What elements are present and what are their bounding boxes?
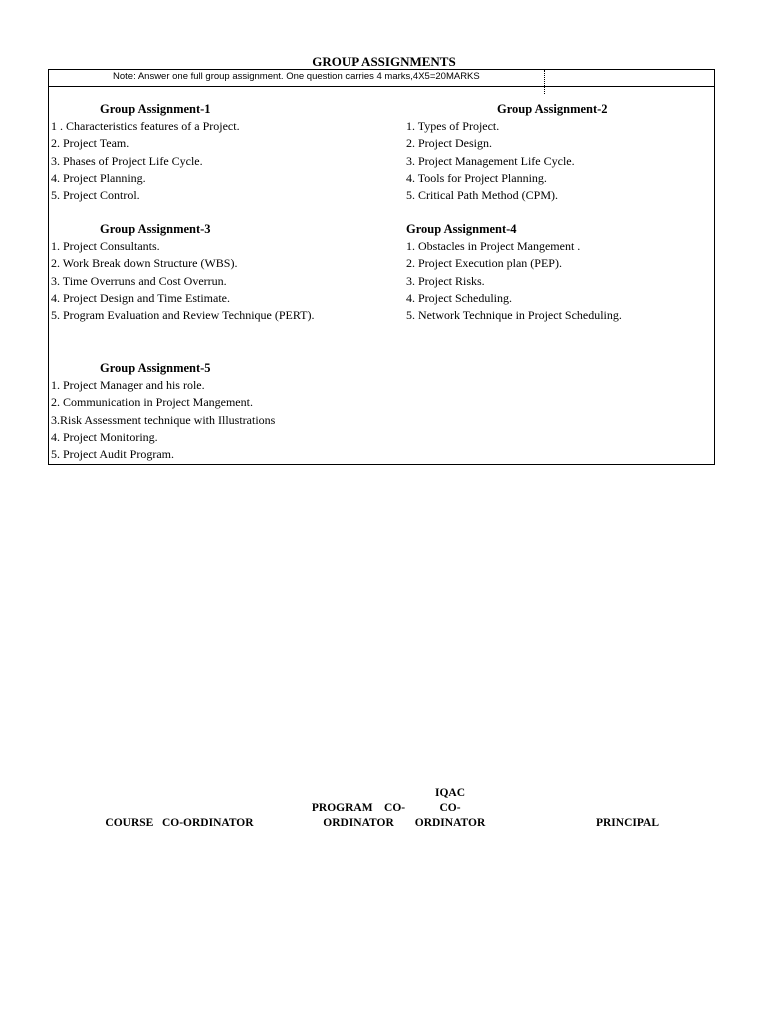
list-item: 5. Critical Path Method (CPM). — [406, 188, 558, 203]
list-item: 4. Project Scheduling. — [406, 290, 512, 305]
signature-line: ORDINATOR — [323, 817, 394, 829]
list-item: 4. Project Monitoring. — [51, 429, 158, 444]
page-title: GROUP ASSIGNMENTS — [312, 54, 456, 69]
list-item: 3. Time Overruns and Cost Overrun. — [51, 273, 227, 288]
group-assignment-4 — [406, 221, 622, 324]
note-row — [49, 70, 714, 87]
group-heading: Group Assignment-3 — [100, 222, 211, 236]
list-item: 4. Tools for Project Planning. — [406, 170, 547, 185]
group-assignment-5 — [51, 360, 275, 463]
program-coordinator-signature — [296, 801, 421, 831]
group-heading: Group Assignment-2 — [497, 102, 608, 116]
list-item: 2. Work Break down Structure (WBS). — [51, 256, 238, 271]
list-item: 3. Project Risks. — [406, 273, 485, 288]
list-item: 5. Program Evaluation and Review Technique (PERT). — [51, 308, 315, 323]
list-item: 2. Project Design. — [406, 136, 492, 151]
group-assignment-1 — [51, 101, 240, 204]
list-item: 1. Obstacles in Project Mangement . — [406, 239, 581, 254]
list-item: 1 . Characteristics features of a Project. — [51, 119, 240, 134]
assignment-table — [48, 69, 715, 465]
list-item: 2. Communication in Project Mangement. — [51, 395, 253, 410]
signature-line: ORDINATOR — [414, 817, 486, 829]
list-item: 4. Project Design and Time Estimate. — [51, 290, 230, 305]
note-text: Note: Answer one full group assignment. One question carries 4 marks,4X5=20MARKS — [113, 71, 480, 82]
list-item: 5. Project Control. — [51, 188, 140, 203]
signature-line: PROGRAM CO- — [311, 802, 406, 814]
iqac-coordinator-signature — [405, 786, 495, 831]
list-item: 5. Network Technique in Project Scheduling. — [406, 308, 622, 323]
list-item: 3.Risk Assessment technique with Illustrations — [51, 412, 276, 427]
list-item: 3. Phases of Project Life Cycle. — [51, 153, 203, 168]
principal-signature: PRINCIPAL — [595, 817, 660, 829]
course-coordinator-signature: COURSE CO-ORDINATOR — [105, 817, 254, 829]
list-item: 4. Project Planning. — [51, 170, 146, 185]
list-item: 1. Project Consultants. — [51, 239, 160, 254]
list-item: 5. Project Audit Program. — [51, 447, 174, 462]
list-item: 1. Types of Project. — [406, 119, 500, 134]
list-item: 3. Project Management Life Cycle. — [406, 153, 575, 168]
signature-line: CO- — [439, 802, 461, 814]
list-item: 1. Project Manager and his role. — [51, 378, 205, 393]
group-heading: Group Assignment-4 — [406, 222, 517, 236]
signature-line: IQAC — [434, 787, 466, 799]
list-item: 2. Project Execution plan (PEP). — [406, 256, 562, 271]
group-assignment-2 — [406, 101, 608, 204]
list-item: 2. Project Team. — [51, 136, 130, 151]
group-heading: Group Assignment-5 — [100, 361, 211, 375]
group-assignment-3 — [51, 221, 315, 324]
cell-divider — [544, 70, 545, 94]
group-heading: Group Assignment-1 — [100, 102, 211, 116]
